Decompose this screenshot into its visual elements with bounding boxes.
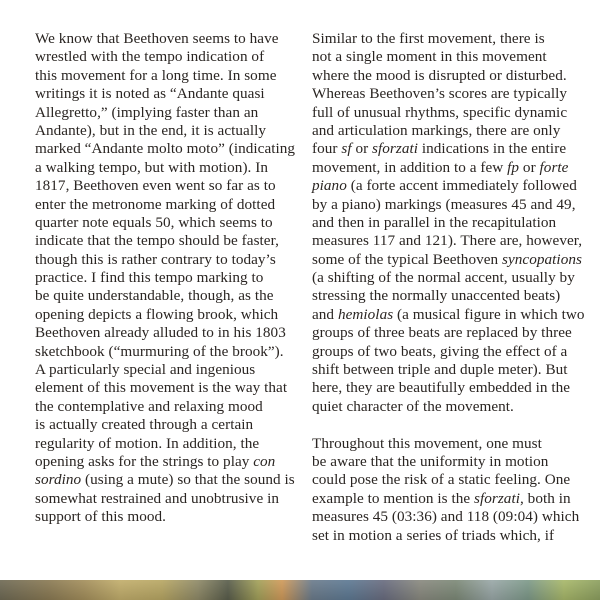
text-line: enter the metronome marking of dotted bbox=[35, 195, 276, 213]
text-line bbox=[312, 159, 582, 177]
text-line bbox=[312, 251, 582, 269]
text-run: and bbox=[312, 305, 338, 323]
text-line: though this is rather contrary to today’s bbox=[35, 250, 276, 268]
text-line: Andante), but in the end, it is actually bbox=[35, 121, 267, 139]
text-line: could pose the risk of a static feeling. One bbox=[312, 471, 571, 489]
text-run: opening asks for the strings to play bbox=[35, 452, 254, 470]
text-line: full of unusual rhythms, specific dynamic bbox=[312, 103, 568, 121]
text-line: groups of three beats are replaced by three bbox=[312, 324, 572, 342]
text-line: We know that Beethoven seems to have bbox=[35, 30, 279, 47]
text-line bbox=[35, 471, 305, 489]
text-line: Allegretto,” (implying faster than an bbox=[35, 103, 259, 121]
text-line: opening depicts a flowing brook, which bbox=[35, 305, 279, 323]
paragraph-spacer bbox=[312, 416, 582, 434]
text-line: measures 117 and 121). There are, however, bbox=[312, 232, 583, 250]
text-line: measures 45 (03:36) and 118 (09:04) which bbox=[312, 508, 580, 526]
text-line: quiet character of the movement. bbox=[312, 397, 514, 415]
text-line: element of this movement is the way that bbox=[35, 379, 288, 397]
text-run: indications in the entire bbox=[418, 140, 567, 158]
text-run: four bbox=[312, 140, 342, 158]
text-line: writings it is noted as “Andante quasi bbox=[35, 85, 265, 103]
italic-term: syncopations bbox=[502, 250, 582, 268]
text-line: and then in parallel in the recapitulation bbox=[312, 213, 557, 231]
text-line: not a single moment in this movement bbox=[312, 48, 547, 66]
text-run: some of the typical Beethoven bbox=[312, 250, 503, 268]
text-line: Whereas Beethoven’s scores are typically bbox=[312, 85, 568, 103]
text-line: marked “Andante molto moto” (indicating bbox=[35, 140, 296, 158]
text-line: 1817, Beethoven even went so far as to bbox=[35, 177, 276, 195]
text-line: the contemplative and relaxing mood bbox=[35, 397, 263, 415]
text-line: groups of two beats, giving the effect of a bbox=[312, 342, 568, 360]
paragraph bbox=[312, 435, 582, 545]
text-line bbox=[312, 305, 585, 324]
text-line: wrestled with the tempo indication of bbox=[35, 48, 265, 66]
text-run: (a forte accent immediately followed bbox=[346, 177, 577, 195]
italic-term: con bbox=[253, 452, 276, 470]
text-line: indicate that the tempo should be faster, bbox=[35, 232, 279, 250]
italic-term: piano bbox=[312, 177, 347, 195]
text-line: here, they are beautifully embedded in the bbox=[312, 379, 571, 397]
text-line: regularity of motion. In addition, the bbox=[35, 434, 260, 452]
text-line: stressing the normally unaccented beats) bbox=[312, 287, 561, 305]
text-line: where the mood is disrupted or disturbed. bbox=[312, 66, 567, 84]
text-run: or bbox=[519, 158, 540, 176]
text-line: support of this mood. bbox=[35, 508, 166, 526]
text-run: example to mention is the bbox=[312, 489, 474, 507]
text-line: practice. I find this tempo marking to bbox=[35, 269, 264, 287]
text-line: Throughout this movement, one must bbox=[312, 434, 542, 452]
text-line: by a piano) markings (measures 45 and 49, bbox=[312, 195, 576, 213]
italic-term: sf bbox=[341, 140, 352, 158]
text-run: (using a mute) so that the sound is bbox=[81, 471, 295, 489]
text-line: Beethoven already alluded to in his 1803 bbox=[35, 324, 286, 342]
text-line: shift between triple and duple meter). But bbox=[312, 361, 568, 379]
italic-term: hemiolas bbox=[337, 305, 394, 323]
right-column-text bbox=[312, 30, 585, 545]
text-run: or bbox=[351, 140, 373, 158]
italic-term: sforzati bbox=[372, 140, 419, 158]
painted-landscape-image-strip bbox=[0, 580, 600, 600]
paragraph bbox=[312, 30, 585, 416]
italic-term: forte bbox=[539, 158, 569, 176]
text-line: set in motion a series of triads which, if bbox=[312, 526, 555, 544]
text-line: Similar to the first movement, there is bbox=[312, 30, 545, 47]
text-line bbox=[35, 453, 305, 471]
italic-term: sordino bbox=[35, 471, 82, 489]
italic-term: fp bbox=[507, 158, 520, 176]
text-line: this movement for a long time. In some bbox=[35, 66, 277, 84]
text-line: somewhat restrained and unobtrusive in bbox=[35, 489, 279, 507]
text-line: is actually created through a certain bbox=[35, 416, 254, 434]
text-line: (a shifting of the normal accent, usually by bbox=[312, 269, 575, 287]
text-line: a walking tempo, but with motion). In bbox=[35, 158, 269, 176]
text-run: (a musical figure in which two bbox=[393, 305, 585, 323]
text-line: sketchbook (“murmuring of the brook”). bbox=[35, 342, 284, 360]
text-line: be quite understandable, though, as the bbox=[35, 287, 274, 305]
left-column-text bbox=[35, 30, 305, 527]
text-run: , both in bbox=[519, 489, 571, 507]
text-line bbox=[312, 140, 582, 158]
text-line: A particularly special and ingenious bbox=[35, 361, 256, 379]
text-line bbox=[312, 490, 582, 508]
text-line: quarter note equals 50, which seems to bbox=[35, 213, 273, 231]
text-line: be aware that the uniformity in motion bbox=[312, 452, 549, 470]
italic-term: sforzati bbox=[474, 489, 520, 507]
text-line: and articulation markings, there are only bbox=[312, 121, 561, 139]
text-line bbox=[312, 177, 582, 195]
text-run: movement, in addition to a few bbox=[312, 158, 508, 176]
